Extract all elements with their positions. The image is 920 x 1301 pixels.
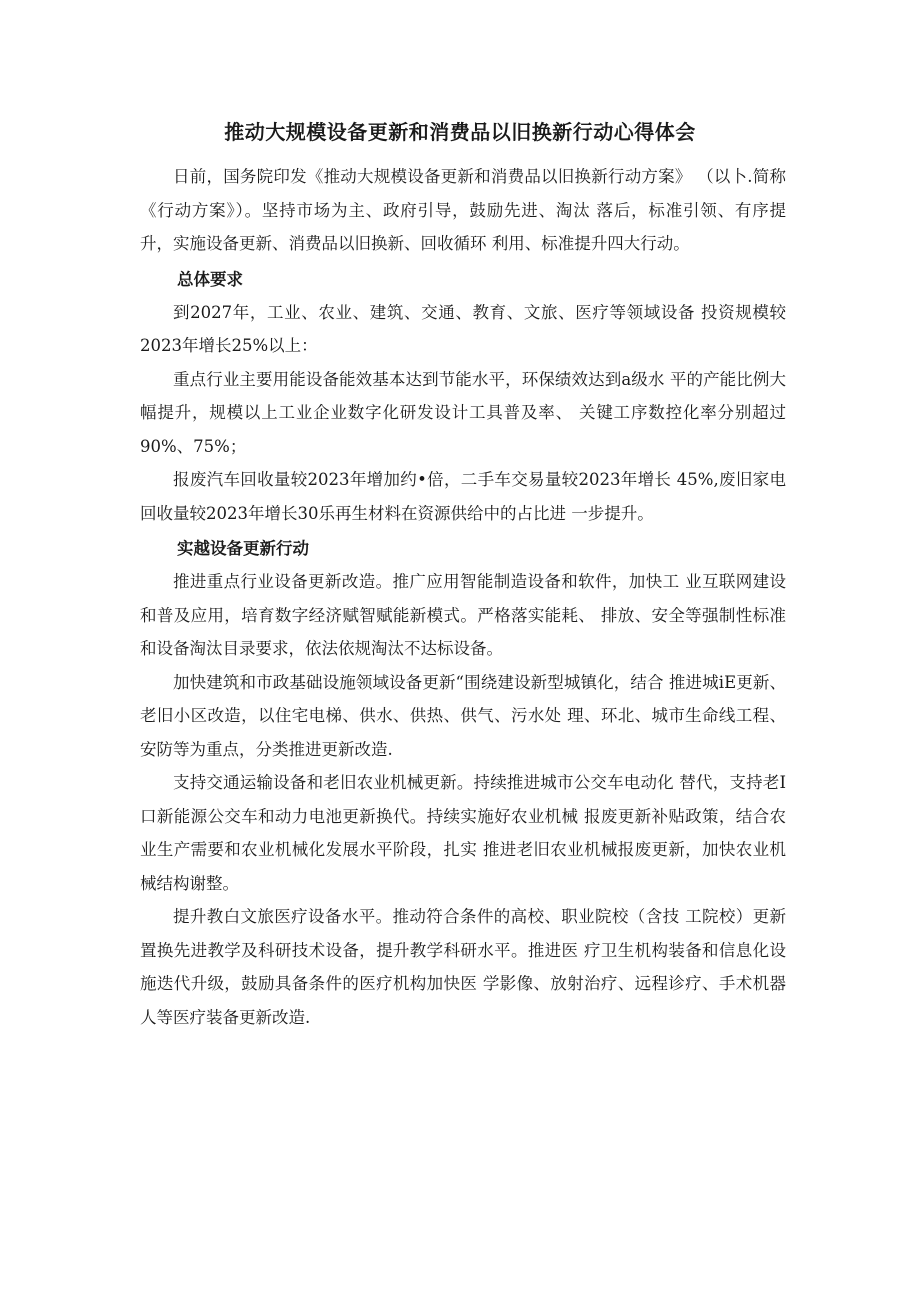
section-heading-general-requirements: 总体要求 [177, 269, 243, 289]
body-paragraph: 支持交通运输设备和老旧农业机械更新。持续推进城市公交车电动化 替代，支持老I口新能源公交车和动力电池更新换代。持续实施好农业机械 报废更新补贴政策，结合农业生产需要和农业机械化发展水平阶段，扎实 推进老旧农业机械报废更新，加快农业机械结构谢整。 [140, 773, 786, 893]
body-paragraph: 加快建筑和市政基础设施领域设备更新“围绕建设新型城镇化，结合 推进城iE更新、老旧小区改造，以住宅电梯、供水、供热、供气、污水处 理、环北、城市生命线工程、安防等为重点，分类推进更新改造. [140, 672, 786, 759]
document-body [140, 160, 786, 1034]
body-paragraph: 到2027年，工业、农业、建筑、交通、教育、文旅、医疗等领域设备 投资规模较2023年增长25%以上： [140, 302, 786, 355]
body-paragraph: 报废汽车回收量较2023年增加约•倍，二手车交易量较2023年增长 45%,废旧家电回收量较2023年增长30乐再生材料在资源供给中的占比进 一步提升。 [140, 470, 786, 523]
body-paragraph: 提升教白文旅医疗设备水平。推动符合条件的高校、职业院校（含技 工院校）更新置换先进教学及科研技术设备，提升教学科研水平。推进医 疗卫生机构装备和信息化设施迭代升级，鼓励具备条件的医疗机构加快医 学影像、放射治疗、远程诊疗、手术机器人等医疗装备更新改造. [140, 907, 786, 1027]
body-paragraph: 推进重点行业设备更新改造。推广应用智能制造设备和软件，加快工 业互联网建设和普及应用，培育数字经济赋智赋能新模式。严格落实能耗、 排放、安全等强制性标准和设备淘汰目录要求，依法依规淘汰不达标设备。 [140, 572, 786, 658]
intro-paragraph: 日前，国务院印发《推动大规模设备更新和消费品以旧换新行动方案》 （以卜.简称《行动方案》）。坚持市场为主、政府引导，鼓励先进、淘汰 落后，标准引领、有序提升，实施设备更新、消费品以旧换新、回收循环 利用、标准提升四大行动。 [140, 167, 786, 253]
document-title: 推动大规模设备更新和消费品以旧换新行动心得体会 [224, 120, 696, 144]
body-paragraph: 重点行业主要用能设备能效基本达到节能水平，环保绩效达到a级水 平的产能比例大幅提升，规模以上工业企业数字化研发设计工具普及率、 关键工序数控化率分别超过90%、75%； [140, 369, 786, 456]
section-heading-equipment-update: 实越设备更新行动 [177, 539, 309, 558]
